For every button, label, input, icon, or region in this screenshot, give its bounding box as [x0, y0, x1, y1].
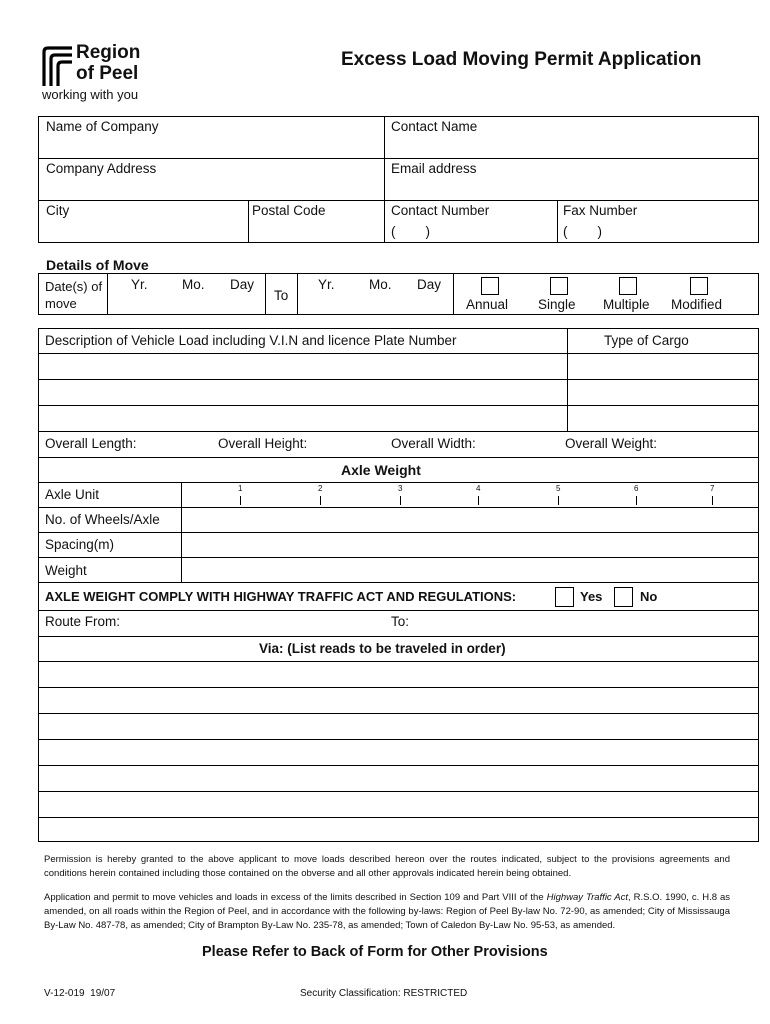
- logo-line-1: Region: [76, 42, 141, 63]
- single-checkbox[interactable]: [550, 277, 568, 295]
- region-of-peel-logo: [42, 44, 172, 104]
- from-year-label: Yr.: [131, 277, 148, 292]
- modified-checkbox[interactable]: [690, 277, 708, 295]
- contact-name-field[interactable]: [386, 136, 758, 157]
- axle-number-7: 7: [710, 484, 715, 493]
- modified-label: Modified: [671, 297, 723, 312]
- dates-label-line-1: Date(s) of: [45, 279, 103, 294]
- to-month-label: Mo.: [369, 277, 392, 292]
- wheels-per-axle-label: No. of Wheels/Axle: [45, 512, 160, 527]
- form-code: V-12-019 19/07: [44, 988, 116, 999]
- axle-number-6: 6: [634, 484, 639, 493]
- overall-dimensions-field[interactable]: [39, 432, 758, 456]
- axle-weight-heading: Axle Weight: [341, 462, 421, 478]
- via-route-row-6[interactable]: [39, 792, 758, 817]
- axle-unit-label: Axle Unit: [45, 487, 100, 502]
- wheels-per-axle-field[interactable]: [182, 508, 758, 532]
- via-route-row-2[interactable]: [39, 688, 758, 713]
- comply-no-label: No: [640, 589, 658, 604]
- from-day-label: Day: [230, 277, 255, 292]
- details-of-move-heading: Details of Move: [46, 257, 149, 273]
- comply-yes-label: Yes: [580, 589, 603, 604]
- to-label: To: [274, 288, 289, 303]
- from-date-field[interactable]: [108, 294, 264, 314]
- permission-paragraph: Permission is hereby granted to the above applicant to move loads described hereon over the routes indicated, subject to the provisions agreements and conditions herein contained including those contained on the obverse and all other approvals indicated herein being obtained.: [44, 854, 730, 879]
- cargo-type-row-2[interactable]: [568, 380, 758, 405]
- axle-number-5: 5: [556, 484, 561, 493]
- via-heading: Via: (List reads to be traveled in order): [259, 641, 506, 656]
- route-from-label: Route From:: [45, 614, 121, 629]
- contact-name-label: Contact Name: [391, 119, 478, 134]
- single-label: Single: [538, 297, 576, 312]
- overall-length-label: Overall Length:: [45, 436, 137, 451]
- region-of-peel-logo-icon: [42, 46, 76, 86]
- comply-no-checkbox[interactable]: [614, 587, 633, 607]
- vehicle-description-label: Description of Vehicle Load including V.I.N and licence Plate Number: [45, 333, 457, 348]
- multiple-checkbox[interactable]: [619, 277, 637, 295]
- overall-weight-label: Overall Weight:: [565, 436, 658, 451]
- company-address-label: Company Address: [46, 161, 157, 176]
- to-date-field[interactable]: [298, 294, 452, 314]
- company-name-label: Name of Company: [46, 119, 159, 134]
- page-title: Excess Load Moving Permit Application: [341, 49, 702, 70]
- weight-label: Weight: [45, 563, 87, 578]
- postal-code-field[interactable]: [250, 220, 383, 242]
- company-address-field[interactable]: [39, 178, 383, 199]
- security-classification: Security Classification: RESTRICTED: [300, 988, 468, 999]
- weight-field[interactable]: [182, 558, 758, 582]
- email-label: Email address: [391, 161, 477, 176]
- fax-number-field[interactable]: [559, 220, 758, 242]
- spacing-label: Spacing(m): [45, 537, 115, 552]
- contact-number-paren: ( ): [391, 224, 430, 239]
- route-to-label: To:: [391, 614, 410, 629]
- annual-label: Annual: [466, 297, 509, 312]
- route-from-field[interactable]: [125, 611, 385, 635]
- fax-number-label: Fax Number: [563, 203, 638, 218]
- city-field[interactable]: [39, 220, 247, 242]
- axle-number-3: 3: [398, 484, 403, 493]
- to-day-label: Day: [417, 277, 442, 292]
- contact-number-label: Contact Number: [391, 203, 490, 218]
- fax-number-paren: ( ): [563, 224, 602, 239]
- to-year-label: Yr.: [318, 277, 335, 292]
- email-field[interactable]: [386, 178, 758, 199]
- city-label: City: [46, 203, 70, 218]
- axle-number-4: 4: [476, 484, 481, 493]
- comply-yes-checkbox[interactable]: [555, 587, 574, 607]
- axle-number-1: 1: [238, 484, 243, 493]
- axle-comply-label: AXLE WEIGHT COMPLY WITH HIGHWAY TRAFFIC ACT AND REGULATIONS:: [45, 589, 517, 604]
- logo-line-2: of Peel: [76, 63, 139, 84]
- cargo-type-label: Type of Cargo: [604, 333, 689, 348]
- spacing-field[interactable]: [182, 533, 758, 557]
- contact-number-field[interactable]: [386, 220, 556, 242]
- via-route-row-1[interactable]: [39, 662, 758, 687]
- route-to-field[interactable]: [416, 611, 758, 635]
- vehicle-description-row-2[interactable]: [39, 380, 566, 405]
- application-paragraph-part-2: , R.S.O. 1990, c. H.8 as amended, on all roads within the Region of Peel, and in accordance with the following by-laws: Region of Peel By-law No. 72-90, as amended; City of Mississauga By-Law No. 487-78, as amended; City of Brampton By-Law No. 235-78, as amended; Town of Caledon By-Law No. 95-53, as amended.: [44, 892, 731, 931]
- via-route-row-7[interactable]: [39, 818, 758, 841]
- cargo-type-row-3[interactable]: [568, 406, 758, 431]
- multiple-label: Multiple: [603, 297, 650, 312]
- annual-checkbox[interactable]: [481, 277, 499, 295]
- highway-traffic-act-title: Highway Traffic Act: [546, 892, 629, 903]
- cargo-type-row-1[interactable]: [568, 354, 758, 379]
- postal-code-label: Postal Code: [252, 203, 326, 218]
- refer-to-back-notice: Please Refer to Back of Form for Other Provisions: [202, 944, 548, 960]
- application-paragraph-part-1: Application and permit to move vehicles and loads in excess of the limits described in Section 109 and Part VIII of the: [44, 892, 547, 903]
- vehicle-description-row-1[interactable]: [39, 354, 566, 379]
- overall-width-label: Overall Width:: [391, 436, 476, 451]
- via-route-row-5[interactable]: [39, 766, 758, 791]
- vehicle-description-row-3[interactable]: [39, 406, 566, 431]
- from-month-label: Mo.: [182, 277, 205, 292]
- via-route-row-4[interactable]: [39, 740, 758, 765]
- dates-label-line-2: move: [45, 296, 77, 311]
- application-paragraph: [44, 891, 730, 933]
- company-name-field[interactable]: [39, 136, 383, 157]
- via-route-row-3[interactable]: [39, 714, 758, 739]
- axle-number-2: 2: [318, 484, 323, 493]
- overall-height-label: Overall Height:: [218, 436, 308, 451]
- logo-tagline: working with you: [42, 87, 139, 102]
